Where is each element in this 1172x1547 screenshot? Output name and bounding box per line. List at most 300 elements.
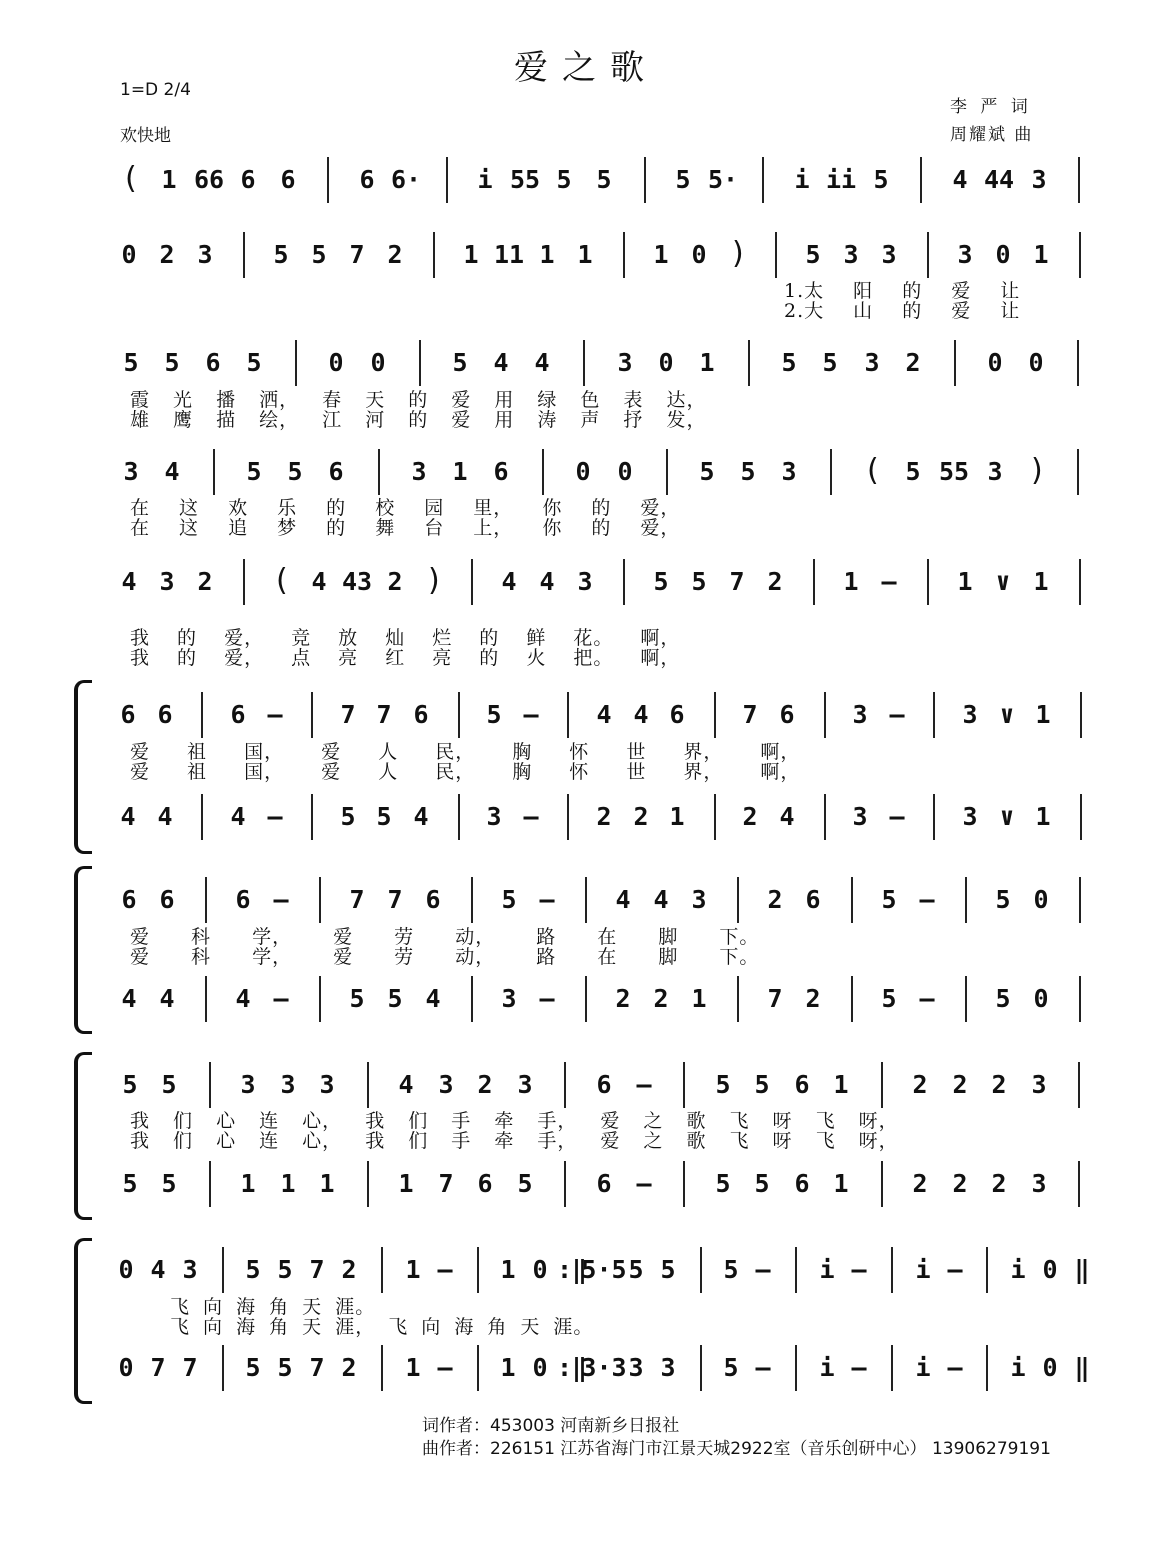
barline <box>583 340 585 386</box>
note: 5 <box>486 700 502 729</box>
note: 1 <box>500 1353 516 1382</box>
barline <box>813 559 815 605</box>
note: – <box>947 1353 963 1382</box>
parenthesis: ( <box>276 563 288 598</box>
note: 6 <box>121 885 137 914</box>
note: 1 <box>280 1169 296 1198</box>
note: 3 <box>628 1353 644 1382</box>
note: 2 <box>596 802 612 831</box>
parenthesis: ) <box>1031 453 1043 488</box>
note: 4 <box>413 802 429 831</box>
barline <box>851 877 853 923</box>
barline <box>367 1062 369 1108</box>
note: 7 <box>182 1353 198 1382</box>
barline <box>965 877 967 923</box>
note: – <box>539 885 555 914</box>
barline <box>213 449 215 495</box>
note: – <box>889 700 905 729</box>
note: 5 <box>556 165 572 194</box>
barline <box>762 157 764 203</box>
lyric-verse1-line4: 我 的 爱， 竞 放 灿 烂 的 鲜 花。 啊， <box>130 627 681 649</box>
note: 2 <box>197 567 213 596</box>
note: 2 <box>952 1070 968 1099</box>
barline <box>1078 157 1080 203</box>
lyricist-credit: 李 严 词 <box>950 97 1032 117</box>
note: 5 <box>245 1353 261 1382</box>
note: 5 <box>311 240 327 269</box>
note: 6 <box>230 700 246 729</box>
note: 4 <box>121 567 137 596</box>
note: 2 <box>387 567 403 596</box>
note: 3 <box>864 348 880 377</box>
note: 3 <box>987 457 1003 486</box>
lyric-verse1-line1: 1.太 阳 的 爱 让 <box>784 280 1021 302</box>
note: 5 <box>754 1169 770 1198</box>
barline <box>319 877 321 923</box>
note: 1 <box>1035 700 1051 729</box>
barline <box>1080 692 1082 738</box>
notation-row <box>0 1169 1172 1229</box>
note: 6 <box>596 1070 612 1099</box>
barline <box>714 794 716 840</box>
barline <box>830 449 832 495</box>
barline <box>567 692 569 738</box>
note: 2 <box>159 240 175 269</box>
note: 0 <box>1042 1255 1058 1284</box>
system-brace <box>74 680 92 854</box>
note: 3 <box>962 700 978 729</box>
note: 4 <box>120 802 136 831</box>
lyric-verse2-line5: 爱 祖 国， 爱 人 民， 胸 怀 世 界， 啊， <box>130 761 801 783</box>
lyric-verse2-line3: 在 这 追 梦 的 舞 台 上， 你 的 爱， <box>130 517 681 539</box>
notation-row <box>0 161 1172 225</box>
lyric-verse1-line3: 在 这 欢 乐 的 校 园 里， 你 的 爱， <box>130 497 681 519</box>
note: – <box>919 984 935 1013</box>
note: – <box>267 700 283 729</box>
note: 5 <box>754 1070 770 1099</box>
note: 3 <box>1031 1070 1047 1099</box>
note: 5 <box>881 984 897 1013</box>
note: 5 <box>781 348 797 377</box>
note: 7 <box>309 1255 325 1284</box>
note: – <box>889 802 905 831</box>
note: 2 <box>952 1169 968 1198</box>
barline <box>700 1247 702 1293</box>
note: 5 <box>122 1070 138 1099</box>
barline <box>295 340 297 386</box>
note: ‖ <box>1074 1255 1090 1284</box>
note: 0 <box>658 348 674 377</box>
note: 1 <box>398 1169 414 1198</box>
barline <box>327 157 329 203</box>
note: 4 <box>311 567 327 596</box>
note: 1 <box>653 240 669 269</box>
note: 1 <box>1035 802 1051 831</box>
barline <box>243 232 245 278</box>
barline <box>795 1345 797 1391</box>
note: 5 <box>376 802 392 831</box>
note: – <box>636 1169 652 1198</box>
note: 5 <box>277 1353 293 1382</box>
barline <box>714 692 716 738</box>
lyric-verse1-line8: 飞 向 海 角 天 涯。 <box>170 1296 376 1318</box>
lyric-verse1-line6: 爱 科 学， 爱 劳 动， 路 在 脚 下。 <box>130 926 760 948</box>
note: 1 <box>691 984 707 1013</box>
note: 0 <box>995 240 1011 269</box>
note: 7 <box>438 1169 454 1198</box>
note: 6 <box>205 348 221 377</box>
note: 1 <box>833 1070 849 1099</box>
lyric-verse1-line5: 爱 祖 国， 爱 人 民， 胸 怀 世 界， 啊， <box>130 741 801 763</box>
note: 66 <box>193 165 225 194</box>
barline <box>471 877 473 923</box>
note: 4 <box>501 567 517 596</box>
barline <box>311 794 313 840</box>
note: – <box>523 700 539 729</box>
barline <box>585 877 587 923</box>
note: 5 <box>123 348 139 377</box>
note: 7 <box>742 700 758 729</box>
note: 2 <box>767 567 783 596</box>
notation-row <box>0 984 1172 1044</box>
note: i <box>794 165 810 194</box>
barline <box>851 976 853 1022</box>
note: 5 <box>277 1255 293 1284</box>
system-brace <box>74 866 92 1034</box>
note: 3 <box>280 1070 296 1099</box>
note: ∨ <box>999 802 1015 831</box>
note: 2 <box>633 802 649 831</box>
note: 6 <box>159 885 175 914</box>
note: – <box>919 885 935 914</box>
note: i <box>477 165 493 194</box>
note: 5 <box>881 885 897 914</box>
note: 6 <box>157 700 173 729</box>
note: – <box>437 1255 453 1284</box>
note: 5 <box>905 457 921 486</box>
note: 6 <box>805 885 821 914</box>
note: 5 <box>691 567 707 596</box>
note: 7 <box>150 1353 166 1382</box>
note: 5 <box>164 348 180 377</box>
note: 7 <box>729 567 745 596</box>
composer-credit: 周耀斌 曲 <box>950 125 1034 145</box>
note: 1 <box>240 1169 256 1198</box>
note: 6 <box>669 700 685 729</box>
note: 3 <box>159 567 175 596</box>
note: 1 <box>669 802 685 831</box>
note: 1 <box>957 567 973 596</box>
barline <box>222 1345 224 1391</box>
lyric-verse2-line7: 我 们 心 连 心， 我 们 手 牵 手， 爱 之 歌 飞 呀 飞 呀， <box>130 1130 899 1152</box>
note: 4 <box>398 1070 414 1099</box>
note: 1 <box>577 240 593 269</box>
barline <box>201 692 203 738</box>
note: 1 <box>405 1353 421 1382</box>
lyric-verse2-line4: 我 的 爱， 点 亮 红 亮 的 火 把。 啊， <box>130 647 681 669</box>
note: 0 <box>575 457 591 486</box>
note: – <box>947 1255 963 1284</box>
barline <box>986 1345 988 1391</box>
note: – <box>851 1353 867 1382</box>
note: 5 <box>273 240 289 269</box>
barline <box>201 794 203 840</box>
notation-row <box>0 802 1172 862</box>
note: 4 <box>121 984 137 1013</box>
note: 5 <box>628 1255 644 1284</box>
note: 3 <box>843 240 859 269</box>
note: 5 <box>653 567 669 596</box>
barline <box>748 340 750 386</box>
lyric-verse2-line8: 飞 向 海 角 天 涯， 飞 向 海 角 天 涯。 <box>170 1316 594 1338</box>
note: 3 <box>240 1070 256 1099</box>
note: i <box>1010 1255 1026 1284</box>
barline <box>927 559 929 605</box>
note: 0 <box>121 240 137 269</box>
barline <box>933 692 935 738</box>
barline <box>419 340 421 386</box>
note: 5 <box>715 1169 731 1198</box>
barline <box>205 976 207 1022</box>
note: 3 <box>781 457 797 486</box>
barline <box>795 1247 797 1293</box>
note: 3 <box>617 348 633 377</box>
note: 2 <box>767 885 783 914</box>
note: 3·3 <box>581 1353 627 1382</box>
note: 5 <box>699 457 715 486</box>
note: 2 <box>615 984 631 1013</box>
note: 5 <box>452 348 468 377</box>
note: 5 <box>245 1255 261 1284</box>
note: 55 <box>509 165 541 194</box>
note: 2 <box>805 984 821 1013</box>
barline <box>986 1247 988 1293</box>
note: 3 <box>660 1353 676 1382</box>
barline <box>1079 232 1081 278</box>
note: 3 <box>486 802 502 831</box>
note: 2 <box>341 1255 357 1284</box>
barline <box>209 1062 211 1108</box>
note: 4 <box>493 348 509 377</box>
barline <box>1080 794 1082 840</box>
note: 0 <box>617 457 633 486</box>
barline <box>623 559 625 605</box>
barline <box>567 794 569 840</box>
note: 5 <box>349 984 365 1013</box>
barline <box>319 976 321 1022</box>
note: 3 <box>881 240 897 269</box>
note: 4 <box>539 567 555 596</box>
barline <box>205 877 207 923</box>
system-brace <box>74 1052 92 1220</box>
note: 6 <box>328 457 344 486</box>
note: 3 <box>1031 165 1047 194</box>
barline <box>824 692 826 738</box>
note: 5 <box>822 348 838 377</box>
note: 6 <box>235 885 251 914</box>
note: i <box>819 1255 835 1284</box>
footer-composer-address: 曲作者：226151 江苏省海门市江景天城2922室（音乐创研中心） 13906279191 <box>422 1439 1051 1459</box>
note: ∨ <box>999 700 1015 729</box>
note: 0 <box>118 1255 134 1284</box>
note: 3 <box>577 567 593 596</box>
note: 5 <box>873 165 889 194</box>
lyric-verse1-line7: 我 们 心 连 心， 我 们 手 牵 手， 爱 之 歌 飞 呀 飞 呀， <box>130 1110 899 1132</box>
note: :‖ <box>556 1353 588 1382</box>
note: – <box>755 1255 771 1284</box>
note: 6 <box>794 1070 810 1099</box>
barline <box>623 232 625 278</box>
note: 6 <box>120 700 136 729</box>
note: 1 <box>405 1255 421 1284</box>
parenthesis: ( <box>867 453 879 488</box>
note: 0 <box>1042 1353 1058 1382</box>
barline <box>683 1161 685 1207</box>
note: 0 <box>370 348 386 377</box>
note: – <box>273 885 289 914</box>
note: 4 <box>779 802 795 831</box>
barline <box>1079 877 1081 923</box>
note: 1 <box>319 1169 335 1198</box>
note: 5 <box>161 1070 177 1099</box>
note: 5 <box>246 457 262 486</box>
note: 5 <box>715 1070 731 1099</box>
note: 0 <box>1033 984 1049 1013</box>
barline <box>367 1161 369 1207</box>
note: 7 <box>767 984 783 1013</box>
note: 3 <box>411 457 427 486</box>
note: ii <box>825 165 857 194</box>
note: 4 <box>952 165 968 194</box>
barline <box>381 1247 383 1293</box>
barline <box>433 232 435 278</box>
note: 2 <box>653 984 669 1013</box>
barline <box>1078 1062 1080 1108</box>
barline <box>644 157 646 203</box>
barline <box>458 794 460 840</box>
note: 6 <box>240 165 256 194</box>
barline <box>933 794 935 840</box>
note: 2 <box>991 1169 1007 1198</box>
note: 3 <box>123 457 139 486</box>
note: 4 <box>150 1255 166 1284</box>
note: 2 <box>991 1070 1007 1099</box>
note: 5 <box>740 457 756 486</box>
note: – <box>881 567 897 596</box>
note: 4 <box>235 984 251 1013</box>
note: 5 <box>995 984 1011 1013</box>
note: 3 <box>501 984 517 1013</box>
barline <box>243 559 245 605</box>
note: 6 <box>280 165 296 194</box>
note: 3 <box>957 240 973 269</box>
notation-row <box>0 1353 1172 1413</box>
barline <box>378 449 380 495</box>
note: – <box>755 1353 771 1382</box>
note: 2 <box>387 240 403 269</box>
barline <box>1077 449 1079 495</box>
barline <box>446 157 448 203</box>
barline <box>891 1345 893 1391</box>
note: 5 <box>287 457 303 486</box>
note: i <box>915 1255 931 1284</box>
barline <box>700 1345 702 1391</box>
note: 4 <box>596 700 612 729</box>
note: – <box>851 1255 867 1284</box>
barline <box>1077 340 1079 386</box>
note: 5 <box>723 1353 739 1382</box>
barline <box>542 449 544 495</box>
key-time-signature: 1=D 2/4 <box>120 80 191 100</box>
note: 0 <box>532 1353 548 1382</box>
barline <box>927 232 929 278</box>
note: 3 <box>517 1070 533 1099</box>
note: 0 <box>328 348 344 377</box>
note: 2 <box>905 348 921 377</box>
note: – <box>437 1353 453 1382</box>
note: 5 <box>995 885 1011 914</box>
barline <box>1079 559 1081 605</box>
note: 5 <box>517 1169 533 1198</box>
barline <box>881 1161 883 1207</box>
note: 5 <box>387 984 403 1013</box>
barline <box>209 1161 211 1207</box>
barline <box>666 449 668 495</box>
note: 3 <box>438 1070 454 1099</box>
barline <box>1078 1161 1080 1207</box>
note: 1 <box>463 240 479 269</box>
note: 2 <box>477 1070 493 1099</box>
barline <box>381 1345 383 1391</box>
note: 2 <box>912 1169 928 1198</box>
note: 6 <box>359 165 375 194</box>
footer-lyricist-address: 词作者：453003 河南新乡日报社 <box>422 1416 680 1436</box>
note: 6 <box>794 1169 810 1198</box>
lyric-verse2-line6: 爱 科 学， 爱 劳 动， 路 在 脚 下。 <box>130 946 760 968</box>
note: 6 <box>779 700 795 729</box>
note: 4 <box>230 802 246 831</box>
note: 0 <box>987 348 1003 377</box>
barline <box>311 692 313 738</box>
note: 7 <box>349 885 365 914</box>
note: 3 <box>182 1255 198 1284</box>
note: 4 <box>615 885 631 914</box>
note: 4 <box>633 700 649 729</box>
note: i <box>915 1353 931 1382</box>
note: 1 <box>699 348 715 377</box>
barline <box>458 692 460 738</box>
note: 1 <box>161 165 177 194</box>
note: 3 <box>852 700 868 729</box>
note: 5 <box>122 1169 138 1198</box>
barline <box>954 340 956 386</box>
barline <box>920 157 922 203</box>
note: – <box>636 1070 652 1099</box>
note: 4 <box>653 885 669 914</box>
note: 3 <box>691 885 707 914</box>
note: 5 <box>340 802 356 831</box>
note: i <box>1010 1353 1026 1382</box>
system-brace <box>74 1238 92 1404</box>
note: 1 <box>1033 567 1049 596</box>
note: 0 <box>532 1255 548 1284</box>
tempo-marking: 欢快地 <box>120 126 171 146</box>
barline <box>564 1062 566 1108</box>
note: 7 <box>309 1353 325 1382</box>
note: – <box>273 984 289 1013</box>
note: 5 <box>675 165 691 194</box>
barline <box>222 1247 224 1293</box>
